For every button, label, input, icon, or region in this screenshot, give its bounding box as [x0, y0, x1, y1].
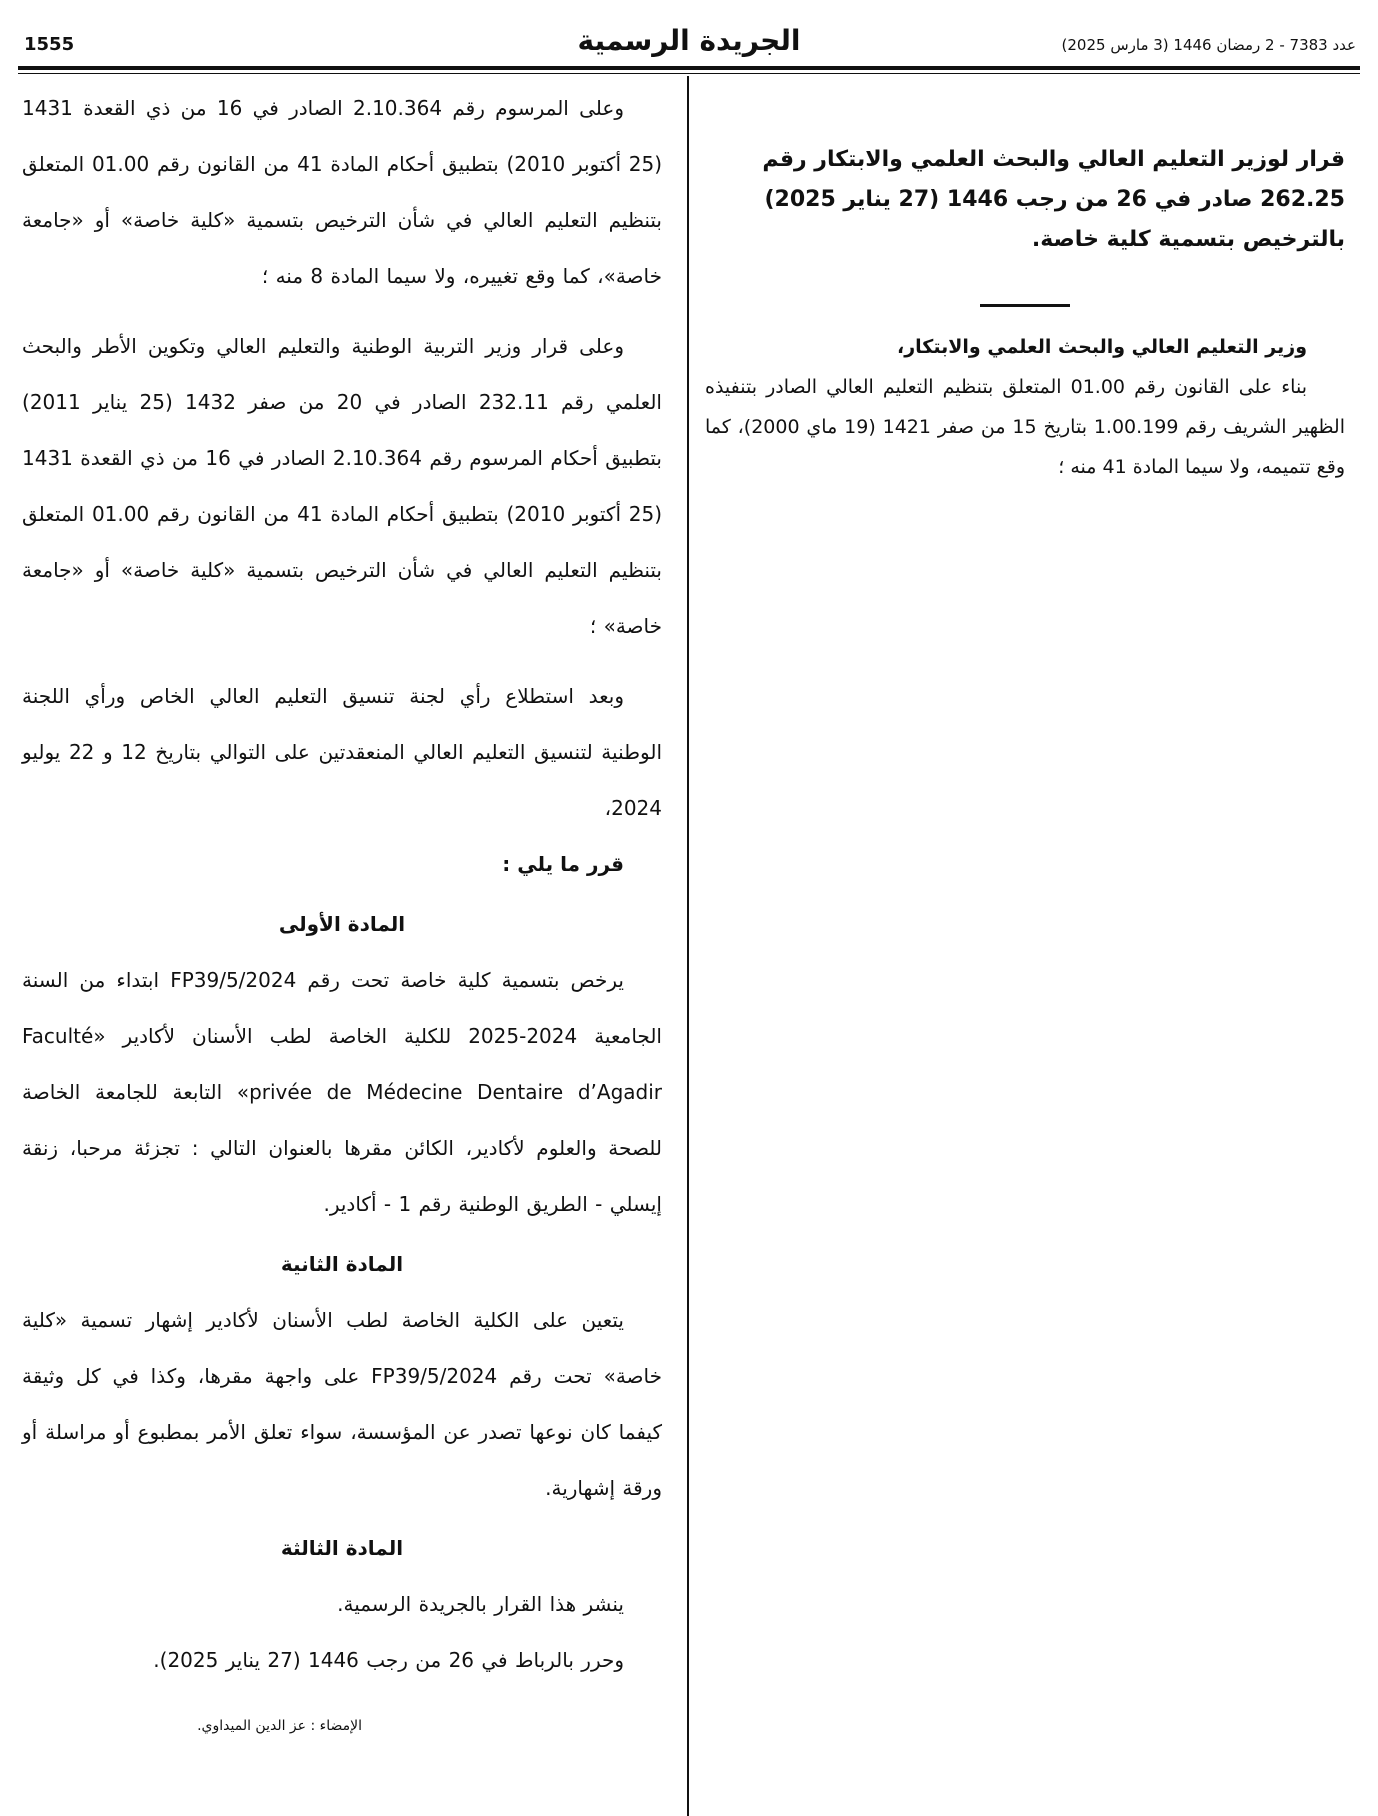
- preamble-consultation: وبعد استطلاع رأي لجنة تنسيق التعليم العالي الخاص ورأي اللجنة الوطنية لتنسيق التعليم العالي المنعقدتين على التوالي بتاريخ 12 و 22 يوليو 2024،: [22, 684, 663, 820]
- column-divider: [687, 76, 689, 1816]
- preamble-decree: وعلى المرسوم رقم 2.10.364 الصادر في 16 من ذي القعدة 1431 (25 أكتوبر 2010) بتطبيق أحكام المادة 41 من القانون رقم 01.00 المتعلق بتنظيم التعليم العالي في شأن الترخيص بتسمية «كلية خاصة» أو «جامعة خاصة»، كما وقع تغييره، ولا سيما المادة 8 منه ؛: [22, 96, 663, 288]
- page-header: [18, 22, 1360, 66]
- title-separator: [980, 304, 1070, 307]
- preamble-law: بناء على القانون رقم 01.00 المتعلق بتنظيم التعليم العالي الصادر بتنفيذه الظهير الشريف رقم 1.00.199 بتاريخ 15 من صفر 1421 (19 ماي 2000)، كما وقع تتميمه، ولا سيما المادة 41 منه ؛: [705, 376, 1346, 478]
- header-rule-thick: [18, 66, 1360, 70]
- preamble-order: وعلى قرار وزير التربية الوطنية والتعليم العالي وتكوين الأطر والبحث العلمي رقم 232.11 الصادر في 20 من صفر 1432 (25 يناير 2011) بتطبيق أحكام المرسوم رقم 2.10.364 الصادر في 16 من ذي القعدة 1431 (25 أكتوبر 2010) بتطبيق أحكام المادة 41 من القانون رقم 01.00 المتعلق بتنظيم التعليم العالي في شأن الترخيص بتسمية «كلية خاصة» أو «جامعة خاصة» ؛: [22, 334, 663, 638]
- left-column: [22, 80, 662, 1738]
- article-3-heading: المادة الثالثة: [280, 1536, 404, 1560]
- page-number: 1555: [24, 34, 75, 55]
- right-column: [705, 140, 1345, 487]
- article-2-heading: المادة الثانية: [280, 1252, 404, 1276]
- article-3-text: ينشر هذا القرار بالجريدة الرسمية.: [337, 1592, 624, 1616]
- article-1-heading: المادة الأولى: [278, 912, 406, 936]
- gazette-title: الجريدة الرسمية: [577, 24, 801, 57]
- issue-info: عدد 7383 - 2 رمضان 1446 (3 مارس 2025): [1061, 36, 1356, 54]
- minister-line: وزير التعليم العالي والبحث العلمي والابتكار،: [897, 336, 1307, 358]
- signature: الإمضاء : عز الدين الميداوي.: [197, 1718, 362, 1734]
- header-rule-thin: [18, 73, 1360, 74]
- article-2-text: يتعين على الكلية الخاصة لطب الأسنان لأكادير إشهار تسمية «كلية خاصة» تحت رقم FP39/5/2024 على واجهة مقرها، وكذا في كل وثيقة كيفما كان نوعها تصدر عن المؤسسة، سواء تعلق الأمر بمطبوع أو مراسلة أو ورقة إشهارية.: [22, 1308, 662, 1500]
- done-at-line: وحرر بالرباط في 26 من رجب 1446 (27 يناير 2025).: [153, 1648, 624, 1672]
- decision-title: قرار لوزير التعليم العالي والبحث العلمي والابتكار رقم 262.25 صادر في 26 من رجب 1446 (27 يناير 2025) بالترخيص بتسمية كلية خاصة.: [762, 147, 1345, 252]
- decided-line: قرر ما يلي :: [502, 852, 624, 876]
- article-1-text: يرخص بتسمية كلية خاصة تحت رقم FP39/5/2024 ابتداء من السنة الجامعية 2024-2025 للكلية الخاصة لطب الأسنان لأكادير «Faculté privée de Médecine Dentaire d’Agadir» التابعة للجامعة الخاصة للصحة والعلوم لأكادير، الكائن مقرها بالعنوان التالي : تجزئة مرحبا، زنقة إيسلي - الطريق الوطنية رقم 1 - أكادير.: [22, 968, 662, 1216]
